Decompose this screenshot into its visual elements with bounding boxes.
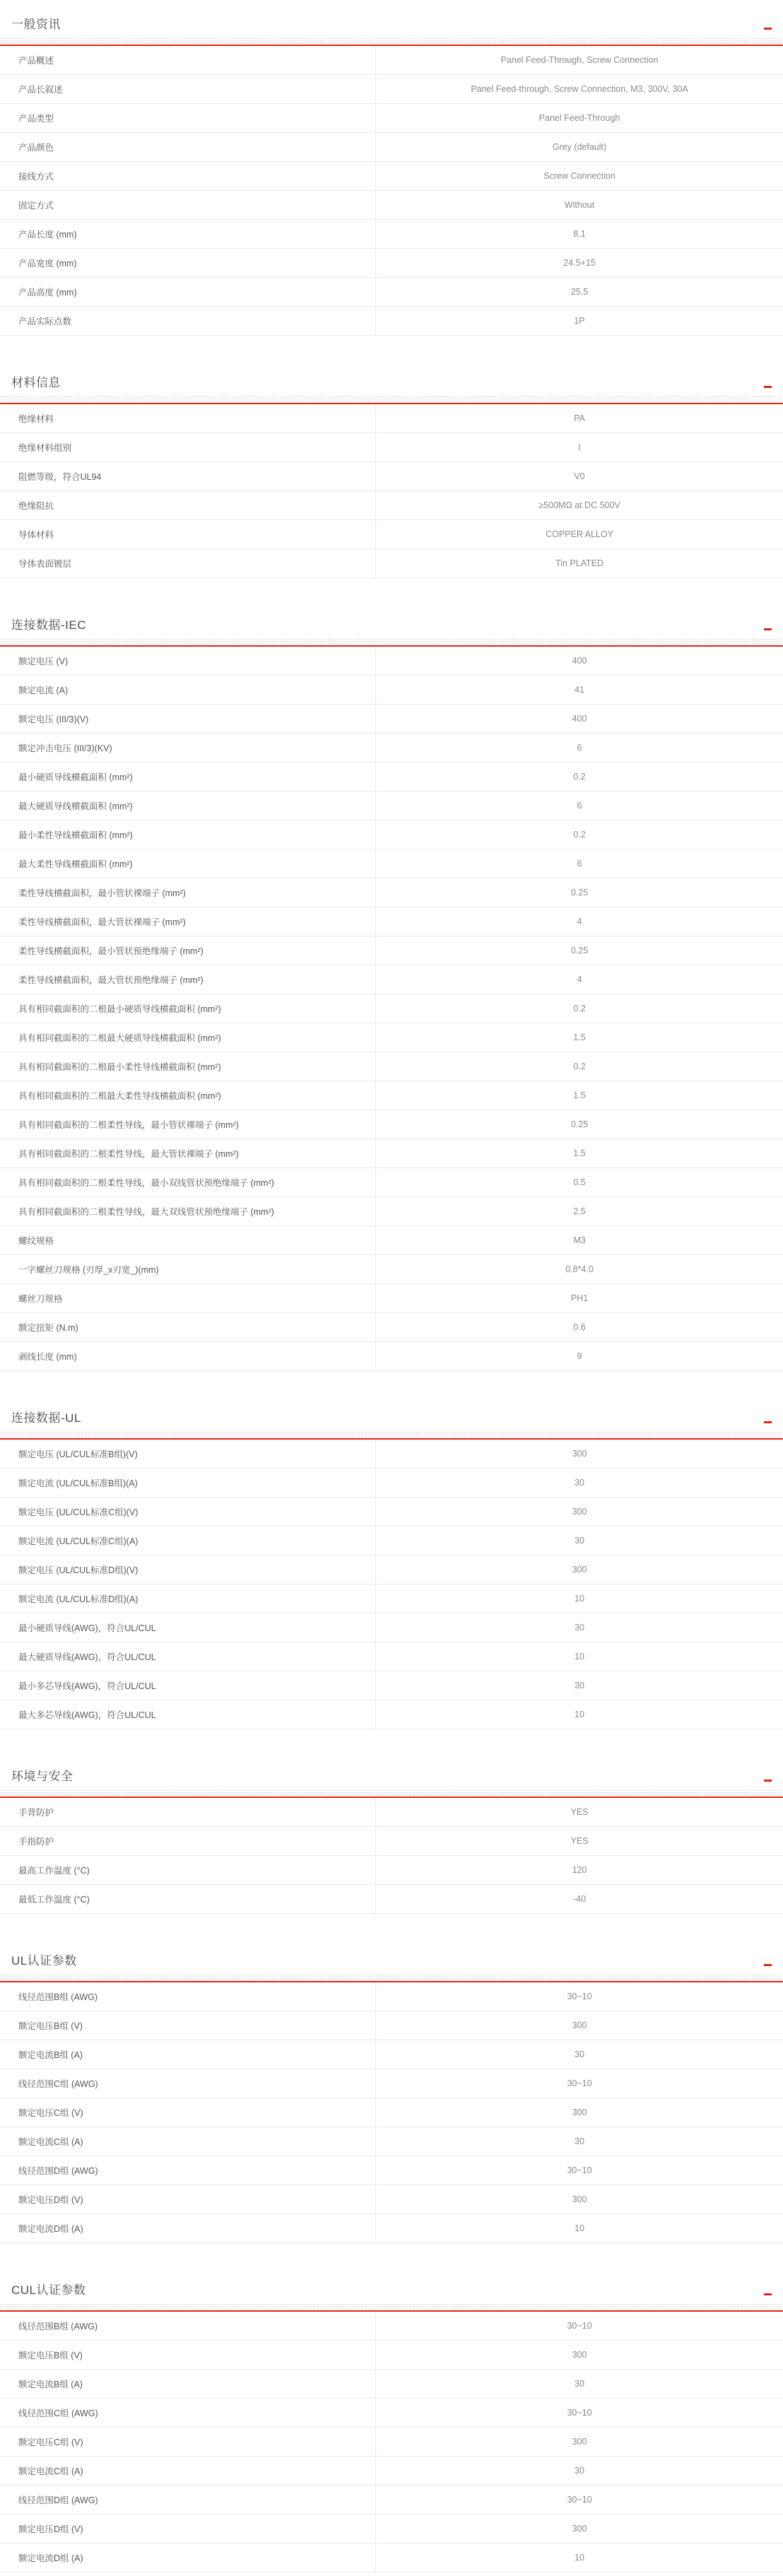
spec-row	[0, 220, 783, 249]
spec-row-label: 螺纹规格	[0, 1226, 376, 1254]
spec-row	[0, 936, 783, 965]
spec-row	[0, 2214, 783, 2243]
spec-row-label: 具有相同截面积的二根柔性导线，最大管状裸端子 (mm²)	[0, 1139, 376, 1168]
spec-row-value: 0.2	[573, 772, 586, 782]
spec-row-value: ≥500MΩ at DC 500V	[538, 500, 620, 510]
spec-row	[0, 191, 783, 220]
spec-row-value: 30	[575, 1536, 584, 1546]
spec-row-label: 线径范围C组 (AWG)	[0, 2399, 376, 2427]
section-title: 连接数据-UL	[11, 1411, 81, 1425]
spec-row-value: 30	[575, 2136, 584, 2146]
spec-row	[0, 965, 783, 994]
section-title: UL认证参数	[11, 1954, 77, 1968]
spec-row-value: 30~10	[567, 2321, 592, 2331]
spec-row-label: 最小硬质导线横截面积 (mm²)	[0, 763, 376, 791]
section-header	[0, 6, 783, 38]
spec-row-value: 0.5	[573, 1177, 586, 1187]
spec-row	[0, 1982, 783, 2011]
spec-row	[0, 1440, 783, 1469]
spec-row-value: 120	[572, 1865, 587, 1875]
spec-row-label: 绝缘材料	[0, 404, 376, 433]
spec-row-value: 30	[575, 2379, 584, 2389]
spec-row-value: 30~10	[567, 2495, 592, 2505]
spec-row-label: 具有相同截面积的二根最小柔性导线横截面积 (mm²)	[0, 1052, 376, 1081]
spec-row-label: 产品宽度 (mm)	[0, 249, 376, 277]
spec-row-value: 0.6	[573, 1322, 586, 1332]
spec-row-value: 25.5	[570, 287, 589, 297]
spec-section	[0, 1758, 783, 1914]
spec-row-value: 0.25	[570, 1119, 589, 1129]
spec-row-value: Screw Connection	[543, 171, 616, 181]
spec-row	[0, 75, 783, 104]
section-header	[0, 1942, 783, 1975]
spec-row-value: 6	[577, 743, 582, 753]
section-header	[0, 1399, 783, 1432]
spec-row	[0, 1498, 783, 1527]
spec-row-label: 手背防护	[0, 1798, 376, 1826]
spec-row-label: 最大硬质导线(AWG)，符合UL/CUL	[0, 1642, 376, 1671]
spec-row	[0, 2098, 783, 2127]
spec-row-label: 手指防护	[0, 1827, 376, 1855]
spec-row-value: 10	[575, 1652, 584, 1662]
spec-row-value: 30	[575, 1623, 584, 1633]
spec-row-label: 额定电流D组 (A)	[0, 2543, 376, 2572]
spec-row-label: 柔性导线横截面积，最小管状预绝缘端子 (mm²)	[0, 936, 376, 965]
spec-row-value: 2.5	[573, 1206, 586, 1216]
spec-row	[0, 1469, 783, 1498]
spec-row-value: 9	[577, 1351, 582, 1361]
section-rows	[0, 46, 783, 336]
spec-row-label: 最高工作温度 (°C)	[0, 1856, 376, 1884]
spec-row-label: 剥线长度 (mm)	[0, 1342, 376, 1370]
spec-row-value: Without	[564, 200, 595, 210]
section-title: 材料信息	[11, 376, 61, 390]
spec-row	[0, 1885, 783, 1914]
section-dotted-divider	[0, 1432, 783, 1437]
spec-row	[0, 1798, 783, 1827]
spec-section	[0, 1399, 783, 1729]
spec-row-label: 最小硬质导线(AWG)，符合UL/CUL	[0, 1613, 376, 1642]
spec-row-label: 额定电压B组 (V)	[0, 2011, 376, 2040]
spec-row-value: YES	[570, 1807, 589, 1817]
spec-row-label: 额定电压D组 (V)	[0, 2185, 376, 2213]
spec-row	[0, 404, 783, 433]
spec-row	[0, 2156, 783, 2185]
spec-row-value: 30	[575, 2466, 584, 2476]
section-dotted-divider	[0, 396, 783, 402]
spec-row	[0, 994, 783, 1023]
spec-row-value: M3	[573, 1235, 586, 1245]
spec-row-value: 0.25	[570, 888, 589, 898]
spec-row-value: 400	[572, 714, 587, 724]
spec-row	[0, 705, 783, 734]
spec-row-value: Tin PLATED	[555, 558, 604, 568]
spec-row	[0, 1555, 783, 1584]
spec-row-label: 最大多芯导线(AWG)，符合UL/CUL	[0, 1700, 376, 1729]
spec-row-value: 30~10	[567, 1992, 592, 2001]
spec-row-value: PH1	[570, 1293, 589, 1303]
collapse-minus-icon[interactable]	[764, 386, 772, 388]
spec-row	[0, 520, 783, 549]
spec-row-label: 产品类型	[0, 104, 376, 132]
section-dotted-divider	[0, 38, 783, 44]
spec-row-label: 绝缘材料组别	[0, 433, 376, 461]
spec-row-label: 最小柔性导线横截面积 (mm²)	[0, 821, 376, 849]
spec-row	[0, 2127, 783, 2156]
spec-row-value: 300	[572, 2021, 587, 2030]
spec-row-value: 8.1	[573, 229, 586, 239]
spec-row-value: 30~10	[567, 2078, 592, 2088]
spec-row	[0, 133, 783, 162]
spec-row-value: 300	[572, 2524, 587, 2534]
spec-section	[0, 364, 783, 578]
spec-row	[0, 734, 783, 763]
spec-row	[0, 676, 783, 705]
spec-row-value: 10	[575, 2553, 584, 2563]
spec-row-value: 0.2	[573, 1061, 586, 1071]
section-dotted-divider	[0, 1975, 783, 1980]
spec-row-label: 阻燃等级，符合UL94	[0, 462, 376, 490]
spec-row-label: 额定电压 (UL/CUL标准C组)(V)	[0, 1498, 376, 1526]
spec-row	[0, 1284, 783, 1313]
spec-row-value: Grey (default)	[552, 142, 607, 152]
section-rows	[0, 1440, 783, 1729]
spec-section	[0, 606, 783, 1371]
spec-row-value: 30	[575, 1681, 584, 1690]
spec-row	[0, 549, 783, 578]
spec-row	[0, 792, 783, 821]
spec-row	[0, 1255, 783, 1284]
spec-row-label: 额定电流C组 (A)	[0, 2127, 376, 2156]
spec-row	[0, 1584, 783, 1613]
spec-row-value: 1.5	[573, 1148, 586, 1158]
spec-row-value: 300	[572, 2350, 587, 2360]
section-title: 一般资讯	[11, 18, 61, 32]
section-header	[0, 2271, 783, 2304]
spec-row-label: 额定电压 (UL/CUL标准D组)(V)	[0, 1555, 376, 1584]
spec-row-label: 具有相同截面积的二根最大硬质导线横截面积 (mm²)	[0, 1023, 376, 1052]
section-rows	[0, 404, 783, 578]
spec-row-label: 最大柔性导线横截面积 (mm²)	[0, 849, 376, 878]
spec-row-label: 具有相同截面积的二根最小硬质导线横截面积 (mm²)	[0, 994, 376, 1023]
spec-row	[0, 1613, 783, 1642]
spec-row-value: I	[578, 442, 581, 452]
spec-row	[0, 1168, 783, 1197]
spec-row-label: 具有相同截面积的二根柔性导线，最大双线管状预绝缘端子 (mm²)	[0, 1197, 376, 1225]
collapse-minus-icon[interactable]	[764, 1421, 772, 1423]
spec-row-value: PA	[574, 413, 585, 423]
spec-row	[0, 1671, 783, 1700]
spec-row-label: 导体表面镀层	[0, 549, 376, 577]
spec-row-label: 额定电流B组 (A)	[0, 2040, 376, 2069]
spec-row-label: 产品概述	[0, 46, 376, 74]
collapse-minus-icon[interactable]	[764, 28, 772, 30]
spec-row-label: 线径范围B组 (AWG)	[0, 1982, 376, 2011]
spec-row-value: 30	[575, 1478, 584, 1488]
spec-row-value: 0.25	[570, 946, 589, 955]
spec-row-value: 10	[575, 1710, 584, 1719]
spec-row-value: YES	[570, 1836, 589, 1846]
spec-row	[0, 162, 783, 191]
spec-row	[0, 2515, 783, 2543]
spec-row-value: 300	[572, 2437, 587, 2447]
spec-row	[0, 2185, 783, 2214]
spec-row-label: 额定电流D组 (A)	[0, 2214, 376, 2242]
spec-row-label: 最大硬质导线横截面积 (mm²)	[0, 792, 376, 820]
section-dotted-divider	[0, 2304, 783, 2310]
spec-section	[0, 2271, 783, 2572]
spec-row-label: 产品长叙述	[0, 75, 376, 103]
spec-row	[0, 2040, 783, 2069]
spec-row	[0, 491, 783, 520]
spec-row	[0, 1313, 783, 1342]
spec-row-label: 具有相同截面积的二根最大柔性导线横截面积 (mm²)	[0, 1081, 376, 1110]
spec-row	[0, 46, 783, 75]
spec-row-value: 1.5	[573, 1033, 586, 1042]
spec-row-label: 额定电流 (UL/CUL标准D组)(A)	[0, 1584, 376, 1613]
spec-row-value: 30~10	[567, 2165, 592, 2175]
spec-row	[0, 1856, 783, 1885]
spec-row-label: 线径范围B组 (AWG)	[0, 2312, 376, 2340]
section-title: 环境与安全	[11, 1770, 73, 1784]
spec-row	[0, 2312, 783, 2341]
spec-row-label: 额定电流 (UL/CUL标准B组)(A)	[0, 1469, 376, 1497]
spec-row	[0, 2370, 783, 2399]
spec-row	[0, 2428, 783, 2457]
spec-row	[0, 849, 783, 878]
spec-row-label: 额定电压C组 (V)	[0, 2098, 376, 2127]
spec-row	[0, 307, 783, 336]
spec-row-label: 额定电压D组 (V)	[0, 2515, 376, 2543]
spec-row	[0, 1226, 783, 1255]
section-rows	[0, 647, 783, 1371]
spec-row-value: COPPER ALLOY	[546, 529, 613, 539]
spec-row	[0, 2011, 783, 2040]
spec-row	[0, 1642, 783, 1671]
spec-row-label: 线径范围C组 (AWG)	[0, 2069, 376, 2098]
spec-row-value: 10	[575, 2223, 584, 2233]
section-header	[0, 606, 783, 639]
spec-row	[0, 2399, 783, 2428]
spec-row-label: 额定扭矩 (N.m)	[0, 1313, 376, 1341]
spec-row-value: 300	[572, 1507, 587, 1517]
spec-row-value: 24.5+15	[563, 258, 596, 268]
spec-row-value: 0.8*4.0	[565, 1264, 594, 1274]
spec-row-value: 0.2	[573, 1004, 586, 1013]
spec-row-label: 线径范围D组 (AWG)	[0, 2156, 376, 2184]
spec-row	[0, 1023, 783, 1052]
spec-row-value: 4	[577, 917, 582, 927]
collapse-minus-icon[interactable]	[764, 1780, 772, 1782]
spec-row-label: 额定电压B组 (V)	[0, 2341, 376, 2369]
spec-row-value: 6	[577, 801, 582, 811]
spec-row-value: 300	[572, 2194, 587, 2204]
spec-row-label: 固定方式	[0, 191, 376, 219]
collapse-minus-icon[interactable]	[764, 628, 772, 630]
spec-row-label: 具有相同截面积的二根柔性导线，最小双线管状预绝缘端子 (mm²)	[0, 1168, 376, 1196]
spec-row-label: 绝缘阻抗	[0, 491, 376, 519]
spec-row-label: 导体材料	[0, 520, 376, 548]
spec-row-label: 产品高度 (mm)	[0, 278, 376, 306]
spec-row-value: V0	[574, 471, 585, 481]
spec-row-value: 1P	[574, 316, 585, 326]
spec-row-value: 400	[572, 656, 587, 666]
spec-row	[0, 821, 783, 849]
spec-row-label: 额定电流 (UL/CUL标准C组)(A)	[0, 1527, 376, 1555]
collapse-minus-icon[interactable]	[764, 2293, 772, 2295]
spec-row	[0, 1827, 783, 1856]
section-dotted-divider	[0, 1790, 783, 1796]
spec-row	[0, 2341, 783, 2370]
spec-row-label: 柔性导线横截面积，最小管状裸端子 (mm²)	[0, 878, 376, 907]
spec-row	[0, 1110, 783, 1139]
spec-row	[0, 1342, 783, 1371]
spec-row-label: 线径范围D组 (AWG)	[0, 2486, 376, 2514]
spec-row-label: 额定冲击电压 (III/3)(KV)	[0, 734, 376, 762]
spec-row-label: 额定电压 (III/3)(V)	[0, 705, 376, 733]
section-dotted-divider	[0, 639, 783, 645]
spec-row-label: 额定电压C组 (V)	[0, 2428, 376, 2456]
spec-row-value: 0.2	[573, 830, 586, 840]
section-rows	[0, 1982, 783, 2243]
spec-row-label: 一字螺丝刀规格 (刃厚_x刃宽_)(mm)	[0, 1255, 376, 1283]
spec-row	[0, 1052, 783, 1081]
spec-row	[0, 1197, 783, 1226]
spec-row	[0, 1527, 783, 1555]
spec-row-value: Panel Feed-Through	[538, 113, 620, 123]
spec-row	[0, 249, 783, 278]
section-rows	[0, 1798, 783, 1914]
spec-row-label: 接线方式	[0, 162, 376, 190]
spec-row-label: 额定电流B组 (A)	[0, 2370, 376, 2398]
spec-section	[0, 6, 783, 336]
spec-row	[0, 433, 783, 462]
spec-row-value: Panel Feed-through, Screw Connection, M3, 300V, 30A	[471, 84, 688, 94]
spec-row-value: 30~10	[567, 2408, 592, 2418]
spec-row-label: 柔性导线横截面积，最大管状预绝缘端子 (mm²)	[0, 965, 376, 994]
spec-row	[0, 1139, 783, 1168]
spec-row-label: 柔性导线横截面积，最大管状裸端子 (mm²)	[0, 907, 376, 936]
spec-row-label: 额定电流C组 (A)	[0, 2457, 376, 2485]
spec-row	[0, 907, 783, 936]
section-rows	[0, 2312, 783, 2572]
spec-row-label: 额定电压 (UL/CUL标准B组)(V)	[0, 1440, 376, 1468]
spec-row	[0, 2543, 783, 2572]
spec-row-value: 300	[572, 1449, 587, 1459]
spec-row-value: 4	[577, 975, 582, 984]
spec-row-value: Panel Feed-Through, Screw Connection	[500, 55, 659, 65]
spec-row-label: 产品颜色	[0, 133, 376, 161]
spec-row	[0, 647, 783, 676]
section-title: 连接数据-IEC	[11, 618, 86, 633]
spec-row-value: 41	[575, 685, 584, 695]
section-title: CUL认证参数	[11, 2283, 86, 2298]
spec-section	[0, 1942, 783, 2243]
spec-row-label: 最小多芯导线(AWG)，符合UL/CUL	[0, 1671, 376, 1700]
spec-row	[0, 2457, 783, 2486]
spec-row-label: 具有相同截面积的二根柔性导线，最小管状裸端子 (mm²)	[0, 1110, 376, 1139]
spec-row-label: 产品长度 (mm)	[0, 220, 376, 248]
spec-row-label: 螺丝刀规格	[0, 1284, 376, 1312]
spec-row	[0, 878, 783, 907]
spec-row-value: 1.5	[573, 1090, 586, 1100]
spec-row	[0, 104, 783, 133]
spec-row	[0, 2069, 783, 2098]
collapse-minus-icon[interactable]	[764, 1964, 772, 1966]
spec-row	[0, 278, 783, 307]
spec-row-value: 300	[572, 2107, 587, 2117]
spec-row-value: -40	[572, 1894, 587, 1904]
spec-row-value: 300	[572, 1565, 587, 1575]
spec-row-label: 最低工作温度 (°C)	[0, 1885, 376, 1913]
spec-row-label: 额定电流 (A)	[0, 676, 376, 704]
spec-row	[0, 2486, 783, 2515]
section-header	[0, 364, 783, 396]
spec-row-value: 6	[577, 859, 582, 869]
spec-row	[0, 1700, 783, 1729]
spec-row	[0, 462, 783, 491]
spec-row-value: 10	[575, 1594, 584, 1604]
spec-row	[0, 1081, 783, 1110]
spec-row	[0, 763, 783, 792]
spec-row-label: 额定电压 (V)	[0, 647, 376, 675]
spec-row-value: 30	[575, 2049, 584, 2059]
spec-row-label: 产品实际点数	[0, 307, 376, 335]
section-header	[0, 1758, 783, 1790]
